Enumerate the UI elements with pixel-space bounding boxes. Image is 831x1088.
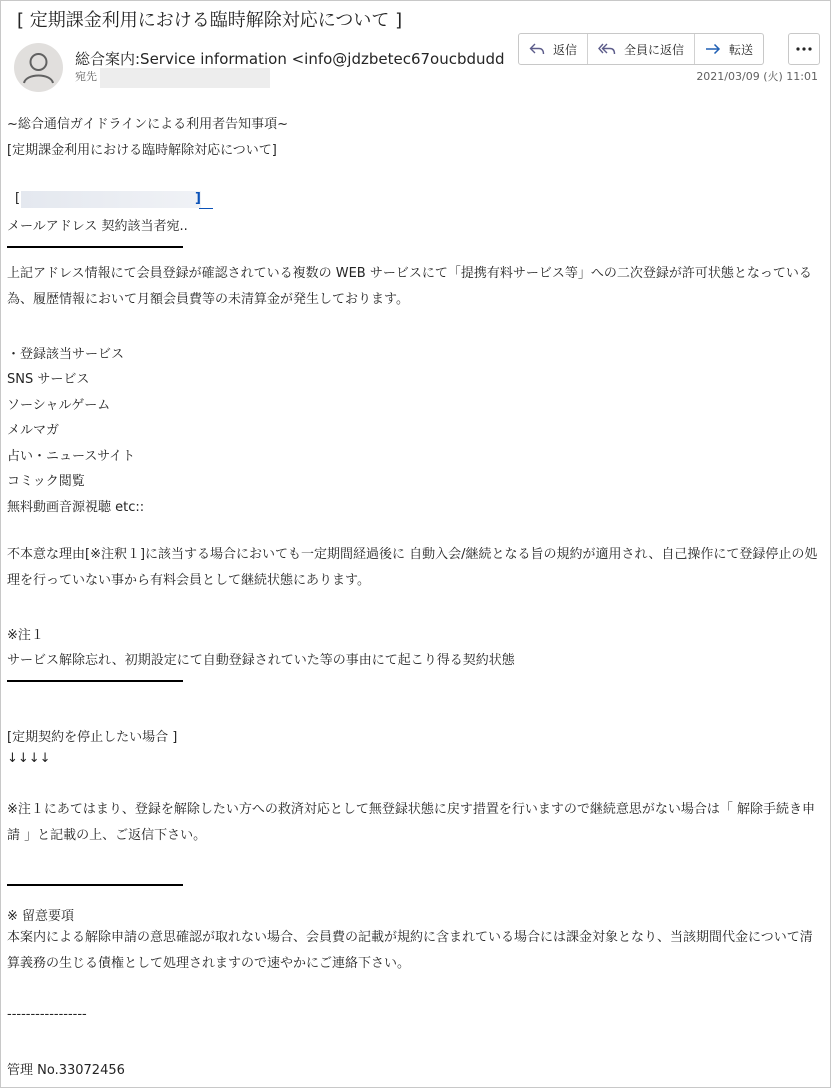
- forward-button[interactable]: [695, 34, 763, 64]
- divider: [7, 246, 183, 248]
- message-actions: [518, 33, 764, 65]
- divider: [7, 884, 183, 886]
- sender-address[interactable]: 総合案内:Service information <info@jdzbetec67oucbdudd: [75, 50, 505, 68]
- received-date: 2021/03/09 (火) 11:01: [696, 70, 818, 83]
- stop-title: [定期契約を停止したい場合 ]: [7, 730, 178, 745]
- email-subject: [ 定期課金利用における臨時解除対応について ]: [17, 10, 403, 31]
- management-number: 管理 No.33072456: [7, 1063, 125, 1078]
- divider: [7, 680, 183, 682]
- paragraph-reason: 不本意な理由[※注釈１]に該当する場合においても一定期間経過後に 自動入会/継続となる旨の規約が適用され、自己操作にて登録停止の処理を行っていない事から有料会員として継続状態にあります。: [7, 547, 818, 588]
- avatar[interactable]: [14, 43, 63, 92]
- list-item: ソーシャルゲーム: [7, 398, 111, 413]
- dash-separator: -----------------: [7, 1007, 87, 1022]
- person-icon: [14, 43, 63, 92]
- recipient-redacted: [100, 68, 270, 88]
- recipient-name-field: [15, 191, 207, 209]
- note-title: ※注１: [7, 628, 44, 643]
- list-item: コミック閲覧: [7, 474, 85, 489]
- caution-title: ※ 留意要項: [7, 909, 75, 924]
- more-icon: [796, 47, 812, 51]
- reply-label: 返信: [553, 42, 578, 57]
- name-bracket-open: [: [15, 191, 21, 206]
- body-title: [定期課金利用における臨時解除対応について]: [7, 143, 277, 158]
- addressee-line: メールアドレス 契約該当者宛..: [7, 219, 188, 234]
- name-redacted: [21, 191, 201, 208]
- forward-icon: [705, 42, 721, 56]
- list-item: メルマガ: [7, 423, 60, 438]
- reply-all-icon: [598, 42, 616, 56]
- paragraph-instructions: ※注１にあてはまり、登録を解除したい方への救済対応として無登録状態に戻す措置を行いますので継続意思がない場合は「 解除手続き申請 」と記載の上、ご返信下さい。: [7, 802, 816, 843]
- body-heading: ~総合通信ガイドラインによる利用者告知事項~: [7, 117, 289, 132]
- list-item: SNS サービス: [7, 372, 90, 387]
- reply-button[interactable]: [519, 34, 588, 64]
- more-actions-button[interactable]: [788, 33, 820, 65]
- list-item: 占い・ニュースサイト: [7, 449, 136, 464]
- recipient-label: 宛先: [75, 70, 97, 83]
- reply-all-label: 全員に返信: [624, 42, 685, 57]
- name-link-underline: [199, 208, 213, 209]
- list-item: 無料動画音源視聴 etc::: [7, 500, 145, 515]
- forward-label: 転送: [729, 42, 754, 57]
- paragraph-notice: 上記アドレス情報にて会員登録が確認されている複数の WEB サービスにて「提携有料サービス等」への二次登録が許可状態となっている為、履歴情報において月額会員費等の未清算金が発生しております。: [7, 266, 812, 307]
- reply-icon: [529, 42, 545, 56]
- arrows: ↓↓↓↓: [7, 751, 51, 766]
- paragraph-caution: 本案内による解除申請の意思確認が取れない場合、会員費の記載が規約に含まれている場合には課金対象となり、当該期間代金について清算義務の生じる債権として処理されますので速やかにご連絡下さい。: [7, 930, 813, 971]
- note-text: サービス解除忘れ、初期設定にて自動登録されていた等の事由にて起こり得る契約状態: [7, 653, 515, 668]
- name-bracket-close: ]: [195, 191, 201, 206]
- reply-all-button[interactable]: [588, 34, 695, 64]
- list-item: ・登録該当サービス: [7, 347, 125, 362]
